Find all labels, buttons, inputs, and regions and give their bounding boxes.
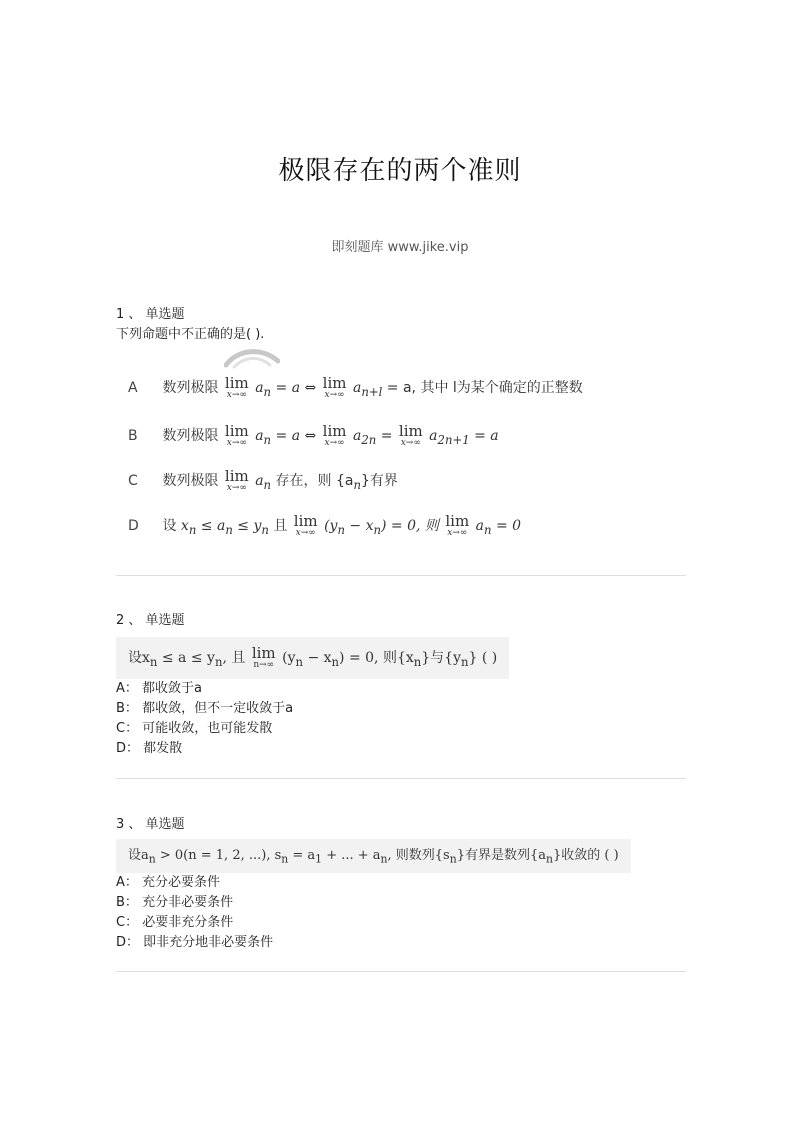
divider-2 xyxy=(116,778,686,779)
choice-c-lim-1: lim x→∞ xyxy=(224,467,249,493)
choice-b: B 数列极限 lim x→∞ $a_n = a$ ⇔ lim x→∞ $a_{2n}$ = lim x→∞ $a_{2n+1} = a$ xyxy=(128,422,499,448)
question-2-stem: 设$x_n \le a \le y_n$, 且 lim n→∞ $(y_n - x_n) = 0$, 则$\{x_n\}$与$\{y_n\}$ ( ) xyxy=(116,637,509,679)
choice-a-letter: A xyxy=(128,380,138,396)
question-3-stem: 设$a_n > 0(n = 1$, 2, ...), $s_n = a_1$ + ... + $a_n$, 则数列$\{s_n\}$有界是数列$\{a_n\}$收敛的 ( ) xyxy=(116,839,631,873)
page-title: 极限存在的两个准则 xyxy=(278,156,522,186)
question-2-option-c[interactable]: C： 可能收敛，也可能发散 xyxy=(116,721,273,736)
divider-1 xyxy=(116,575,686,576)
question-2-option-b[interactable]: B： 都收敛，但不一定收敛于a xyxy=(116,701,294,716)
choice-c-prefix: 数列极限 xyxy=(162,473,219,489)
question-3-option-c[interactable]: C： 必要非充分条件 xyxy=(116,915,234,930)
question-2-header: 2 、 单选题 xyxy=(116,613,185,628)
question-3-header: 3 、 单选题 xyxy=(116,817,185,832)
choice-a-prefix: 数列极限 xyxy=(162,380,219,396)
choice-a: A 数列极限 lim x→∞ $a_n = a$ ⇔ lim x→∞ $a_{n+l} = a$, 其中 l为某个确定的正整数 xyxy=(128,374,583,400)
question-1-stem: 下列命题中不正确的是( ). xyxy=(116,327,265,342)
choice-b-lim-2: lim x→∞ xyxy=(322,422,347,448)
choice-a-lim-2: lim x→∞ xyxy=(322,374,347,400)
question-3-option-d[interactable]: D： 即非充分地非必要条件 xyxy=(116,935,274,950)
choice-b-letter: B xyxy=(128,428,138,444)
question-3-option-a[interactable]: A： 充分必要条件 xyxy=(116,875,221,890)
page-subtitle: 即刻题库 www.jike.vip xyxy=(331,240,469,255)
question-2 xyxy=(116,611,686,759)
choice-d: D 设 $x_n \le a_n \le y_n$ 且 lim x→∞ $(y_n - x_n) = 0$, 则 lim x→∞ $a_n = 0$ xyxy=(128,512,522,538)
divider-3 xyxy=(116,971,686,972)
question-3 xyxy=(116,815,686,953)
choice-d-lim-1: lim x→∞ xyxy=(293,512,318,538)
choice-d-prefix: 设 xyxy=(162,518,181,534)
choice-c: C 数列极限 lim x→∞ $a_n$ 存在，则 $\{a_n\}$有界 xyxy=(128,467,398,493)
choice-b-lim-1: lim x→∞ xyxy=(224,422,249,448)
question-2-option-a[interactable]: A： 都收敛于a xyxy=(116,681,203,696)
choice-c-letter: C xyxy=(128,473,138,489)
question-1 xyxy=(116,305,686,345)
choice-d-lim-2: lim x→∞ xyxy=(445,512,470,538)
choice-d-letter: D xyxy=(128,518,139,534)
watermark-swoosh-icon xyxy=(224,347,280,369)
question-3-option-b[interactable]: B： 充分非必要条件 xyxy=(116,895,234,910)
question-1-header: 1 、 单选题 xyxy=(116,307,185,322)
choice-b-prefix: 数列极限 xyxy=(162,428,219,444)
choice-a-lim-1: lim x→∞ xyxy=(224,374,249,400)
choice-a-tail: = a, 其中 l为某个确定的正整数 xyxy=(386,380,583,396)
choice-b-lim-3: lim x→∞ xyxy=(398,422,423,448)
question-2-option-d[interactable]: D： 都发散 xyxy=(116,741,183,756)
